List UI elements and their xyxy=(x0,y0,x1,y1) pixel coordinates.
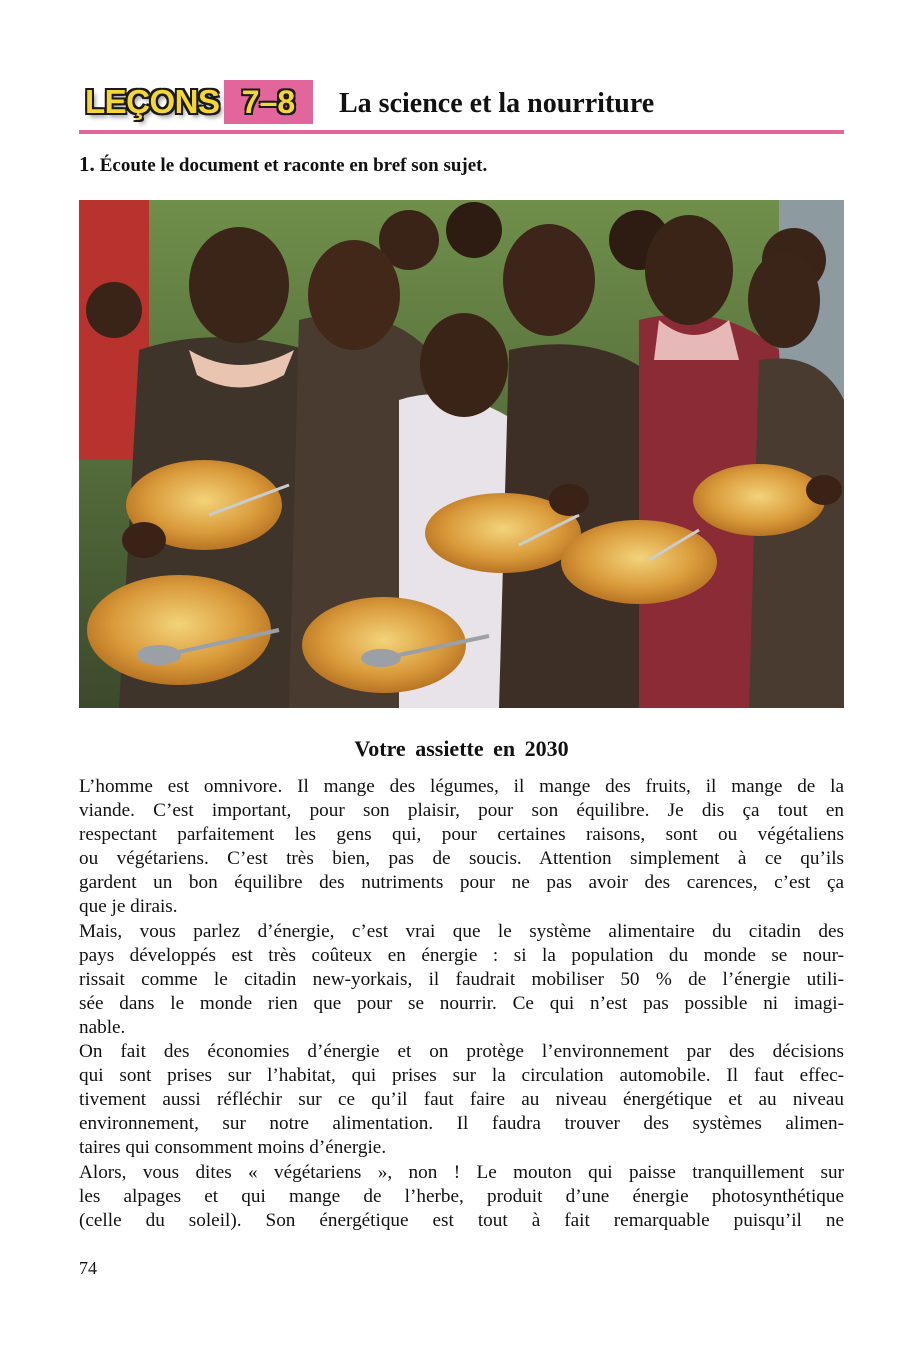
text-line: Mais, vous parlez d’énergie, c’est vrai que le système alimentaire du citadin des xyxy=(79,920,844,942)
text-line: taires qui consomment moins d’énergie. xyxy=(79,1137,387,1159)
text-line: nable. xyxy=(79,1016,126,1038)
text-line: (celle du soleil). Son énergétique est tout à fait remarquable puisqu’il ne xyxy=(79,1209,844,1231)
text-line: les alpages et qui mange de l’herbe, produit d’une énergie photosynthétique xyxy=(79,1185,844,1207)
page-number: 74 xyxy=(79,1258,97,1278)
text-line: L’homme est omnivore. Il mange des légumes, il mange des fruits, il mange de la xyxy=(79,776,844,797)
text-line: gardent un bon équilibre des nutriments pour ne pas avoir des carences, c’est ça xyxy=(79,872,844,894)
exercise-instruction xyxy=(79,152,487,177)
text-line: Alors, vous dites « végétariens », non ! Le mouton qui paisse tranquillement sur xyxy=(79,1161,844,1183)
text-line: pays développés est très coûteux en énergie : si la population du monde se nour- xyxy=(79,944,844,966)
text-line: sée dans le monde rien que pour se nourrir. Ce qui n’est pas possible ni imagi- xyxy=(79,992,844,1014)
children-with-bowls-photo xyxy=(79,200,844,708)
text-line: rissait comme le citadin new-yorkais, il faudrait mobiliser 50 % de l’énergie utili- xyxy=(79,968,844,990)
text-line: respectant parfaitement les gens qui, pour certaines raisons, sont ou végétaliens xyxy=(79,824,844,846)
exercise-text: Écoute le document et raconte en bref son sujet. xyxy=(99,155,488,176)
exercise-number: 1. xyxy=(79,152,95,176)
article-body xyxy=(79,775,844,1233)
text-line: ou végétariens. C’est très bien, pas de soucis. Attention simplement à ce qu’ils xyxy=(79,848,844,870)
text-line: viande. C’est important, pour son plaisir, pour son équilibre. Je dis ça tout en xyxy=(79,800,844,822)
header-divider xyxy=(79,130,844,134)
lesson-header xyxy=(79,78,844,132)
text-line: On fait des économies d’énergie et on protège l’environnement par des décisions xyxy=(79,1041,844,1063)
text-line: environnement, sur notre alimentation. Il faudra trouver des systèmes alimen- xyxy=(79,1113,844,1135)
text-line: tivement aussi réfléchir sur ce qu’il faut faire au niveau énergétique et au niveau xyxy=(79,1089,844,1111)
article-title: Votre assiette en 2030 xyxy=(354,736,569,761)
lessons-number: 7–8 xyxy=(241,83,296,120)
lessons-number-badge xyxy=(224,80,313,124)
page-title: La science et la nourriture xyxy=(339,88,655,119)
text-line: qui sont prises sur l’habitat, qui prises sur la circulation automobile. Il faut effec- xyxy=(79,1065,844,1087)
text-line: que je dirais. xyxy=(79,896,178,918)
lessons-label: LEÇONS xyxy=(85,83,220,120)
